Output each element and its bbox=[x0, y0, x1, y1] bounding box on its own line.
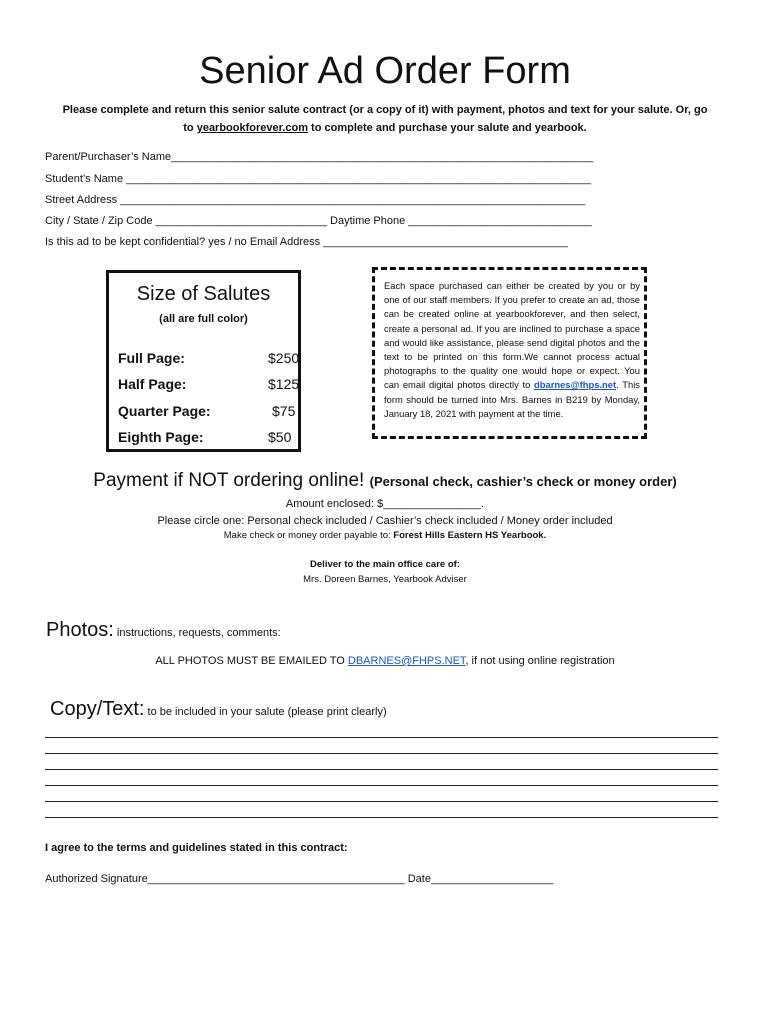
size-label: Half Page: bbox=[118, 376, 187, 392]
parent-name-field[interactable]: Parent/Purchaser’s Name_____________________________________________________________________ bbox=[45, 151, 594, 163]
page-title: Senior Ad Order Form bbox=[199, 50, 571, 92]
copy-line[interactable] bbox=[45, 754, 718, 770]
photos-heading bbox=[46, 619, 281, 642]
instructions-text bbox=[384, 279, 640, 421]
intro-text bbox=[40, 101, 730, 137]
size-row-quarter bbox=[118, 403, 298, 419]
agreement-text: I agree to the terms and guidelines stated in this contract: bbox=[45, 842, 348, 854]
copy-line[interactable] bbox=[45, 786, 718, 802]
copy-line[interactable] bbox=[45, 738, 718, 754]
size-price: $50 bbox=[268, 429, 292, 445]
payment-type-options[interactable]: Please circle one: Personal check included / Cashier’s check included / Money order included bbox=[157, 515, 613, 527]
amount-enclosed-field[interactable]: Amount enclosed: $________________. bbox=[285, 498, 485, 510]
size-price: $250 bbox=[268, 350, 300, 366]
deliver-to: Deliver to the main office care of: bbox=[310, 559, 460, 570]
copy-text-lines[interactable] bbox=[45, 722, 718, 818]
instructions-text-after: . This form should be turned into Mrs. Barnes in B219 by Monday, January 18, 2021 with payment at the time. bbox=[384, 379, 640, 419]
instructions-text-before: Each space purchased can either be created by you or by one of our staff members. If you prefer to create an ad, those can be created online at yearbookforever, and then select, create a personal ad. If you are inclined to purchase a space and would like assistance, please send digital photos and the text to be printed on this form.We cannot process actual photographs to the quality one would hope or expect. You can email digital photos directly to bbox=[384, 280, 640, 391]
sizes-subtitle: (all are full color) bbox=[159, 313, 248, 325]
size-label: Quarter Page: bbox=[118, 403, 211, 419]
size-row-half bbox=[118, 376, 298, 392]
intro-prefix: to bbox=[183, 122, 197, 134]
payment-heading bbox=[0, 470, 770, 492]
intro-line-1: Please complete and return this senior salute contract (or a copy of it) with payment, photos and text for your salute. Or, go bbox=[62, 104, 708, 116]
photos-heading-text: Photos: bbox=[46, 619, 114, 641]
intro-line-2 bbox=[40, 119, 730, 137]
size-row-full bbox=[118, 350, 298, 366]
copy-note: to be included in your salute (please print clearly) bbox=[144, 706, 387, 718]
copy-heading-text: Copy/Text: bbox=[50, 698, 145, 720]
payment-heading-note: (Personal check, cashier’s check or money order) bbox=[369, 474, 677, 489]
copy-line[interactable] bbox=[45, 770, 718, 786]
photos-note: instructions, requests, comments: bbox=[113, 627, 281, 639]
payable-to bbox=[0, 530, 770, 541]
adviser-email-link[interactable]: dbarnes@fhps.net bbox=[534, 379, 617, 391]
copy-text-heading bbox=[50, 698, 387, 721]
instructions-box bbox=[372, 267, 647, 439]
intro-suffix: to complete and purchase your salute and yearbook. bbox=[307, 122, 587, 134]
payable-name: Forest Hills Eastern HS Yearbook. bbox=[393, 530, 547, 541]
payable-prefix: Make check or money order payable to: bbox=[223, 530, 394, 541]
student-name-field[interactable]: Student’s Name ____________________________________________________________________________ bbox=[45, 173, 592, 185]
photos-email-suffix: , if not using online registration bbox=[465, 655, 615, 667]
signature-date-field[interactable]: Authorized Signature__________________________________________ Date____________________ bbox=[45, 873, 554, 885]
size-label: Full Page: bbox=[118, 350, 185, 366]
adviser-name: Mrs. Doreen Barnes, Yearbook Adviser bbox=[303, 574, 467, 585]
salute-sizes-box bbox=[106, 270, 301, 452]
size-price: $75 bbox=[272, 403, 296, 419]
size-label: Eighth Page: bbox=[118, 429, 204, 445]
city-state-zip-phone-field[interactable]: City / State / Zip Code ____________________________ Daytime Phone ______________________________ bbox=[45, 215, 592, 227]
photos-email-instruction bbox=[0, 655, 770, 667]
size-row-eighth bbox=[118, 429, 298, 445]
photos-email-prefix: ALL PHOTOS MUST BE EMAILED TO bbox=[155, 655, 348, 667]
confidential-email-field[interactable]: Is this ad to be kept confidential? yes / no Email Address ________________________________________ bbox=[45, 236, 568, 248]
copy-line[interactable] bbox=[45, 722, 718, 738]
street-address-field[interactable]: Street Address ____________________________________________________________________________ bbox=[45, 194, 586, 206]
payment-heading-text: Payment if NOT ordering online! bbox=[93, 470, 370, 491]
size-price: $125 bbox=[268, 376, 300, 392]
copy-line[interactable] bbox=[45, 802, 718, 818]
photos-email-link[interactable]: DBARNES@FHPS.NET bbox=[347, 655, 466, 667]
yearbookforever-link[interactable]: yearbookforever.com bbox=[196, 122, 308, 134]
sizes-title: Size of Salutes bbox=[136, 283, 271, 305]
